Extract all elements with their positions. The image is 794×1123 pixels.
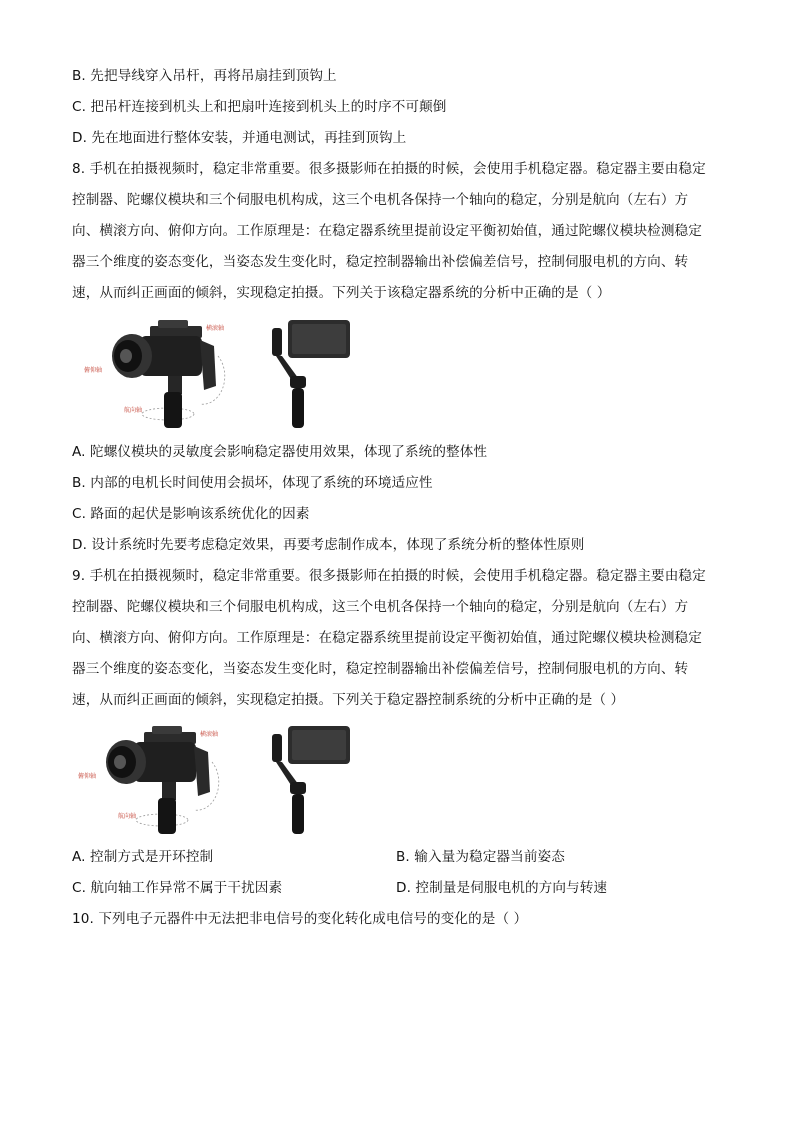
q9-roll-axis-label: 横滚轴 (200, 731, 219, 738)
q8-roll-axis-label: 横滚轴 (206, 325, 225, 332)
q9-stem-line-2: 控制器、陀螺仪模块和三个伺服电机构成，这三个电机各保持一个轴向的稳定，分别是航向（左右）方 (72, 599, 689, 615)
q8-stem-line-5: 速，从而纠正画面的倾斜，实现稳定拍摄。下列关于该稳定器系统的分析中正确的是（ ） (72, 285, 611, 301)
q9-option-a[interactable]: A. 控制方式是开环控制 (72, 849, 214, 865)
q8-pitch-axis-label: 俯仰轴 (84, 367, 103, 374)
q7-option-d[interactable]: D. 先在地面进行整体安装，并通电测试，再挂到顶钩上 (72, 130, 407, 146)
q8-gimbal-axis-figure (80, 316, 250, 428)
q8-option-b[interactable]: B. 内部的电机长时间使用会损坏，体现了系统的环境适应性 (72, 475, 433, 491)
q9-gimbal-axis-figure (74, 722, 244, 834)
q9-stem-line-5: 速，从而纠正画面的倾斜，实现稳定拍摄。下列关于稳定器控制系统的分析中正确的是（ ） (72, 692, 625, 708)
q10-stem: 10. 下列电子元器件中无法把非电信号的变化转化成电信号的变化的是（ ） (72, 911, 528, 927)
q8-stem-line-2: 控制器、陀螺仪模块和三个伺服电机构成，这三个电机各保持一个轴向的稳定，分别是航向（左右）方 (72, 192, 689, 208)
q8-option-a[interactable]: A. 陀螺仪模块的灵敏度会影响稳定器使用效果，体现了系统的整体性 (72, 444, 488, 460)
q8-stem-line-1: 8. 手机在拍摄视频时，稳定非常重要。很多摄影师在拍摄的时候，会使用手机稳定器。稳定器主要由稳定 (72, 161, 706, 177)
q9-option-c[interactable]: C. 航向轴工作异常不属于干扰因素 (72, 880, 283, 896)
q9-option-d[interactable]: D. 控制量是伺服电机的方向与转速 (396, 880, 608, 896)
q8-yaw-axis-label: 航向轴 (124, 407, 143, 414)
q9-stem-line-3: 向、横滚方向、俯仰方向。工作原理是：在稳定器系统里提前设定平衡初始值，通过陀螺仪模块检测稳定 (72, 630, 702, 646)
q9-option-b[interactable]: B. 输入量为稳定器当前姿态 (396, 849, 565, 865)
q9-gimbal-phone-figure (268, 722, 358, 834)
q9-stem-line-1: 9. 手机在拍摄视频时，稳定非常重要。很多摄影师在拍摄的时候，会使用手机稳定器。稳定器主要由稳定 (72, 568, 706, 584)
q8-stem-line-4: 器三个维度的姿态变化，当姿态发生变化时，稳定控制器输出补偿偏差信号，控制伺服电机的方向、转 (72, 254, 689, 270)
q8-stem-line-3: 向、横滚方向、俯仰方向。工作原理是：在稳定器系统里提前设定平衡初始值，通过陀螺仪模块检测稳定 (72, 223, 702, 239)
q8-option-c[interactable]: C. 路面的起伏是影响该系统优化的因素 (72, 506, 310, 522)
q9-stem-line-4: 器三个维度的姿态变化，当姿态发生变化时，稳定控制器输出补偿偏差信号，控制伺服电机的方向、转 (72, 661, 689, 677)
q7-option-b[interactable]: B. 先把导线穿入吊杆，再将吊扇挂到顶钩上 (72, 68, 337, 84)
q7-option-c[interactable]: C. 把吊杆连接到机头上和把扇叶连接到机头上的时序不可颠倒 (72, 99, 447, 115)
q9-pitch-axis-label: 俯仰轴 (78, 773, 97, 780)
q8-option-d[interactable]: D. 设计系统时先要考虑稳定效果，再要考虑制作成本，体现了系统分析的整体性原则 (72, 537, 585, 553)
q9-yaw-axis-label: 航向轴 (118, 813, 137, 820)
q8-gimbal-phone-figure (268, 316, 358, 428)
